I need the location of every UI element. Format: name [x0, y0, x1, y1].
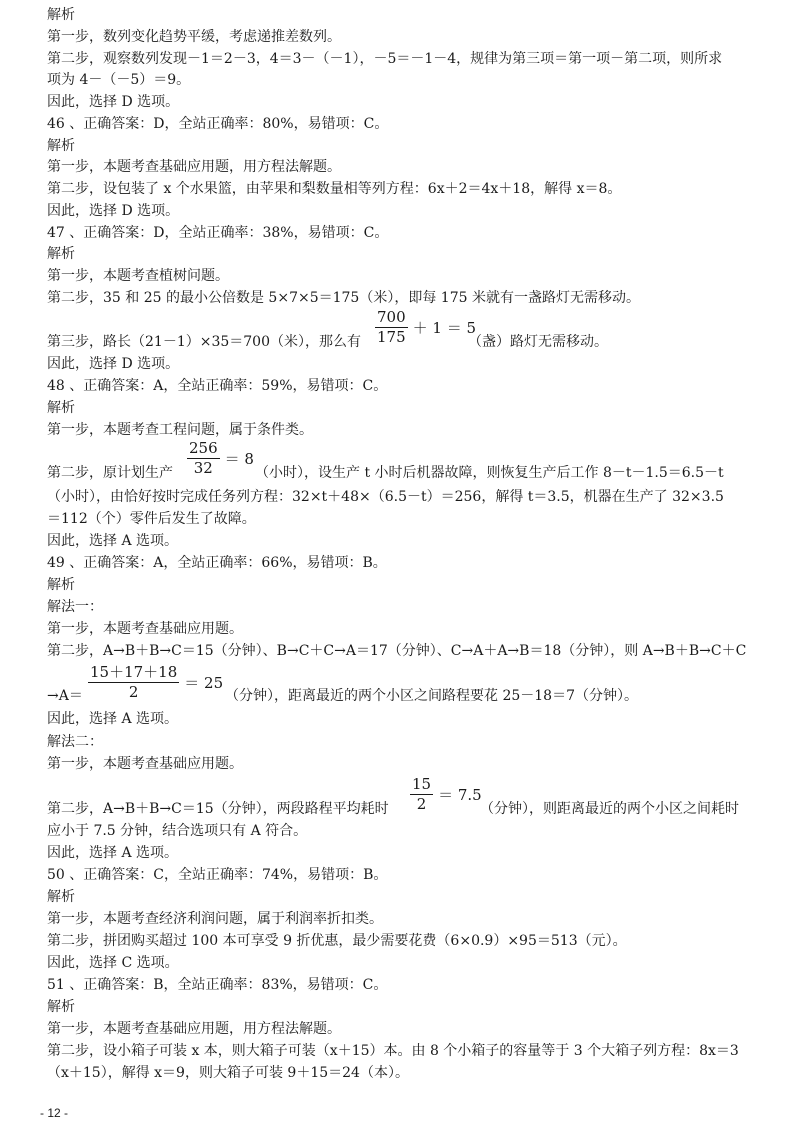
text-line: 第一步，本题考查植树问题。 [47, 268, 229, 284]
text-line: →A＝ [47, 688, 83, 704]
text-line: 因此，选择 D 选项。 [47, 94, 180, 110]
text-line: 第一步，本题考查基础应用题，用方程法解题。 [47, 159, 341, 175]
text-line: 第二步，观察数列发现－1＝2－3，4＝3－（－1），－5＝－1－4，规律为第三项＝第一项－第二项，则所求 [47, 51, 723, 67]
text-line: 解析 [47, 999, 75, 1015]
text-line: 因此，选择 A 选项。 [47, 845, 179, 861]
formula-result: ＝ 25 [184, 674, 224, 692]
text-line: 解法一： [47, 599, 103, 615]
text-line: 第一步，本题考查基础应用题。 [47, 621, 243, 637]
fraction-numerator: 15＋17＋18 [90, 663, 178, 681]
text-line: 第二步，设小箱子可装 x 本，则大箱子可装（x＋15）本。由 8 个小箱子的容量等于 3 个大箱子列方程：8x＝3 [47, 1043, 739, 1059]
text-line: 解析 [47, 400, 75, 416]
text-line: 解析 [47, 577, 75, 593]
text-line: 第二步，35 和 25 的最小公倍数是 5×7×5＝175（米），即每 175 米就有一盏路灯无需移动。 [47, 290, 640, 306]
text-line: （分钟），则距离最近的两个小区之间耗时 [480, 801, 739, 817]
fraction-numerator: 256 [189, 439, 218, 457]
text-line: 50 、正确答案：C，全站正确率：74%，易错项：B。 [47, 867, 388, 883]
text-line: 第一步，本题考查工程问题，属于条件类。 [47, 422, 313, 438]
text-line: 48 、正确答案：A，全站正确率：59%，易错项：C。 [47, 378, 388, 394]
text-line: （盏）路灯无需移动。 [468, 334, 608, 350]
text-line: （分钟），距离最近的两个小区之间路程要花 25－18＝7（分钟）。 [225, 688, 638, 704]
text-line: 解析 [47, 889, 75, 905]
text-line: 解析 [47, 246, 75, 262]
text-line: 第二步，A→B＋B→C＝15（分钟），两段路程平均耗时 [47, 801, 389, 817]
text-line: （小时），由恰好按时完成任务列方程：32×t＋48×（6.5－t）＝256，解得 t＝3.5，机器在生产了 32×3.5 [47, 489, 724, 505]
text-line: 47 、正确答案：D，全站正确率：38%，易错项：C。 [47, 225, 389, 241]
formula-result: ＝ 8 [224, 450, 254, 468]
text-line: 49 、正确答案：A，全站正确率：66%，易错项：B。 [47, 555, 387, 571]
text-line: 应小于 7.5 分钟，结合选项只有 A 符合。 [47, 823, 308, 839]
text-line: 46 、正确答案：D，全站正确率：80%，易错项：C。 [47, 116, 389, 132]
fraction-numerator: 15 [412, 775, 432, 793]
fraction-numerator: 700 [377, 308, 406, 326]
text-line: 第一步，本题考查经济利润问题，属于利润率折扣类。 [47, 911, 383, 927]
text-line: 解析 [47, 7, 75, 23]
text-line: 第一步，本题考查基础应用题。 [47, 756, 243, 772]
fraction-formula [410, 776, 482, 813]
text-line: 解析 [47, 138, 75, 154]
formula-result: ＋ 1 ＝ 5 [412, 319, 477, 337]
text-line: 因此，选择 C 选项。 [47, 955, 179, 971]
text-line: 项为 4－（－5）＝9。 [47, 72, 191, 88]
fraction-denominator: 175 [377, 328, 406, 346]
text-line: （x＋15），解得 x＝9，则大箱子可装 9＋15＝24（本）。 [47, 1065, 409, 1081]
fraction-formula [375, 309, 476, 346]
text-line: 第二步，A→B＋B→C＝15（分钟）、B→C＋C→A＝17（分钟）、C→A＋A→B＝18（分钟），则 A→B＋B→C＋C [47, 643, 747, 659]
fraction-denominator: 32 [193, 459, 213, 477]
text-line: 因此，选择 D 选项。 [47, 203, 180, 219]
text-line: 因此，选择 D 选项。 [47, 356, 180, 372]
text-line: 第一步，数列变化趋势平缓，考虑递推差数列。 [47, 29, 341, 45]
text-line: 第二步，设包装了 x 个水果篮，由苹果和梨数量相等列方程：6x＋2＝4x＋18，解得 x＝8。 [47, 181, 622, 197]
fraction-formula [187, 440, 254, 477]
text-line: 解法二： [47, 734, 103, 750]
text-line: （小时），设生产 t 小时后机器故障，则恢复生产后工作 8－t－1.5＝6.5－t [255, 465, 724, 481]
text-line: 第一步，本题考查基础应用题，用方程法解题。 [47, 1021, 341, 1037]
text-line: 第二步，原计划生产 [47, 465, 173, 481]
fraction-denominator: 2 [128, 683, 139, 701]
text-line: 第三步，路长（21－1）×35＝700（米），那么有 [47, 334, 361, 350]
text-line: 因此，选择 A 选项。 [47, 533, 179, 549]
text-line: 因此，选择 A 选项。 [47, 711, 179, 727]
text-line: 51 、正确答案：B，全站正确率：83%，易错项：C。 [47, 977, 388, 993]
text-line: 第二步，拼团购买超过 100 本可享受 9 折优惠，最少需要花费（6×0.9）×95＝513（元）。 [47, 933, 627, 949]
formula-result: ＝ 7.5 [438, 786, 482, 804]
text-line: ＝112（个）零件后发生了故障。 [47, 511, 256, 527]
fraction-formula [88, 664, 223, 701]
fraction-denominator: 2 [416, 795, 427, 813]
page-number: - 12 - [40, 1106, 69, 1120]
